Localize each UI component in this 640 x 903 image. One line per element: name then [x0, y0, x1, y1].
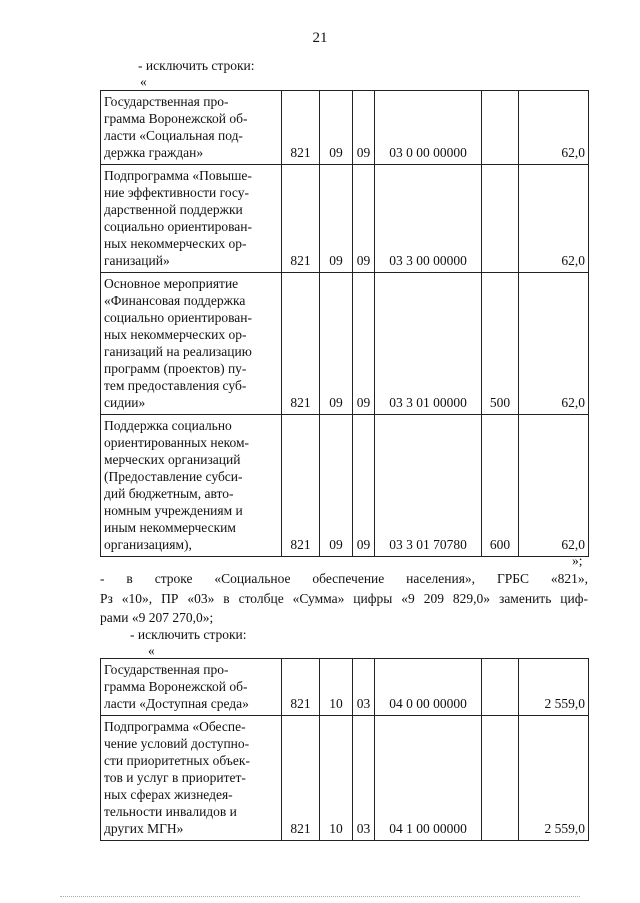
vr-cell: 500: [482, 273, 519, 415]
sum-cell: 62,0: [519, 273, 589, 415]
rz-cell: 09: [320, 415, 353, 557]
sum-cell: 62,0: [519, 165, 589, 273]
rz-cell: 10: [320, 716, 353, 841]
rz-cell: 10: [320, 659, 353, 716]
section1-open-quote: «: [140, 74, 147, 89]
section2-instruction: - исключить строки:: [130, 627, 247, 642]
row-name-line: ориентированных неком-: [104, 435, 250, 450]
row-name-line: тов и услуг в приоритет-: [104, 770, 246, 785]
row-name-line: ных некоммерческих ор-: [104, 236, 247, 251]
row-name-line: Поддержка социально: [104, 418, 232, 433]
pr-cell: 09: [353, 415, 375, 557]
table-row: [101, 415, 589, 557]
csr-cell: 03 3 01 00000: [375, 273, 482, 415]
row-name-line: (Предоставление субси-: [104, 469, 243, 484]
pr-cell: 03: [353, 716, 375, 841]
row-name-line: мерческих организаций: [104, 452, 241, 467]
row-name-line: ние эффективности госу-: [104, 185, 249, 200]
rz-cell: 09: [320, 165, 353, 273]
row-name-line: дарственной поддержки: [104, 202, 243, 217]
table-row: [101, 91, 589, 165]
row-name-line: Государственная про-: [104, 662, 229, 677]
row-name-cell: [101, 659, 282, 716]
row-name-cell: [101, 91, 282, 165]
row-name-line: ганизаций на реализацию: [104, 344, 252, 359]
vr-cell: [482, 165, 519, 273]
pr-cell: 09: [353, 165, 375, 273]
row-name-line: чение условий доступно-: [104, 736, 250, 751]
row-name-line: других МГН»: [104, 821, 184, 836]
row-name-cell: [101, 716, 282, 841]
sum-cell: 62,0: [519, 415, 589, 557]
vr-cell: [482, 659, 519, 716]
row-name-line: сидии»: [104, 395, 146, 410]
row-name-line: «Финансовая поддержка: [104, 293, 246, 308]
row-name-line: ганизаций»: [104, 253, 170, 268]
section1-instruction: - исключить строки:: [138, 58, 255, 73]
row-name-line: грамма Воронежской об-: [104, 679, 248, 694]
vr-cell: [482, 91, 519, 165]
budget-table-1: [100, 90, 589, 557]
row-name-line: Государственная про-: [104, 94, 229, 109]
grbs-cell: 821: [282, 91, 320, 165]
row-name-line: держка граждан»: [104, 145, 204, 160]
vr-cell: [482, 716, 519, 841]
row-name-cell: [101, 165, 282, 273]
pr-cell: 09: [353, 91, 375, 165]
grbs-cell: 821: [282, 415, 320, 557]
budget-table-2-body: [101, 659, 589, 841]
row-name-line: Подпрограмма «Повыше-: [104, 168, 252, 183]
row-name-line: ных некоммерческих ор-: [104, 327, 247, 342]
row-name-line: Основное мероприятие: [104, 276, 239, 291]
page-number: 21: [312, 30, 328, 46]
table-row: [101, 273, 589, 415]
row-name-line: тем предоставления суб-: [104, 378, 247, 393]
section1-close-quote: »;: [572, 553, 583, 568]
sum-cell: 2 559,0: [519, 659, 589, 716]
section2-open-quote: «: [148, 643, 155, 658]
row-name-line: Подпрограмма «Обеспе-: [104, 719, 246, 734]
budget-table-2: [100, 658, 589, 841]
row-name-line: ных сферах жизнедея-: [104, 787, 233, 802]
row-name-cell: [101, 273, 282, 415]
table-row: [101, 659, 589, 716]
csr-cell: 04 1 00 00000: [375, 716, 482, 841]
row-name-line: организациям),: [104, 537, 192, 552]
row-name-line: ласти «Доступная среда»: [104, 696, 249, 711]
grbs-cell: 821: [282, 165, 320, 273]
sum-cell: 2 559,0: [519, 716, 589, 841]
row-name-line: дий бюджетным, авто-: [104, 486, 234, 501]
csr-cell: 03 3 01 70780: [375, 415, 482, 557]
row-name-line: тельности инвалидов и: [104, 804, 237, 819]
table-row: [101, 716, 589, 841]
pr-cell: 03: [353, 659, 375, 716]
row-name-cell: [101, 415, 282, 557]
rz-cell: 09: [320, 91, 353, 165]
grbs-cell: 821: [282, 659, 320, 716]
row-name-line: грамма Воронежской об-: [104, 111, 248, 126]
paragraph-line-2: Рз «10», ПР «03» в столбце «Сумма» цифры «9 209 829,0» заменить циф-: [100, 591, 588, 606]
row-name-line: социально ориентирован-: [104, 310, 253, 325]
row-name-line: иным некоммерческим: [104, 520, 236, 535]
csr-cell: 03 0 00 00000: [375, 91, 482, 165]
scan-artifact-line: [60, 896, 580, 897]
paragraph-line-1: - в строке «Социальное обеспечение населения», ГРБС «821»,: [100, 571, 588, 586]
table-row: [101, 165, 589, 273]
paragraph-line-3: рами «9 207 270,0»;: [100, 610, 214, 625]
csr-cell: 04 0 00 00000: [375, 659, 482, 716]
row-name-line: номным учреждениям и: [104, 503, 243, 518]
row-name-line: программ (проектов) пу-: [104, 361, 247, 376]
rz-cell: 09: [320, 273, 353, 415]
row-name-line: сти приоритетных объек-: [104, 753, 250, 768]
budget-table-1-body: [101, 91, 589, 557]
grbs-cell: 821: [282, 716, 320, 841]
pr-cell: 09: [353, 273, 375, 415]
row-name-line: ласти «Социальная под-: [104, 128, 243, 143]
sum-cell: 62,0: [519, 91, 589, 165]
grbs-cell: 821: [282, 273, 320, 415]
vr-cell: 600: [482, 415, 519, 557]
row-name-line: социально ориентирован-: [104, 219, 253, 234]
csr-cell: 03 3 00 00000: [375, 165, 482, 273]
